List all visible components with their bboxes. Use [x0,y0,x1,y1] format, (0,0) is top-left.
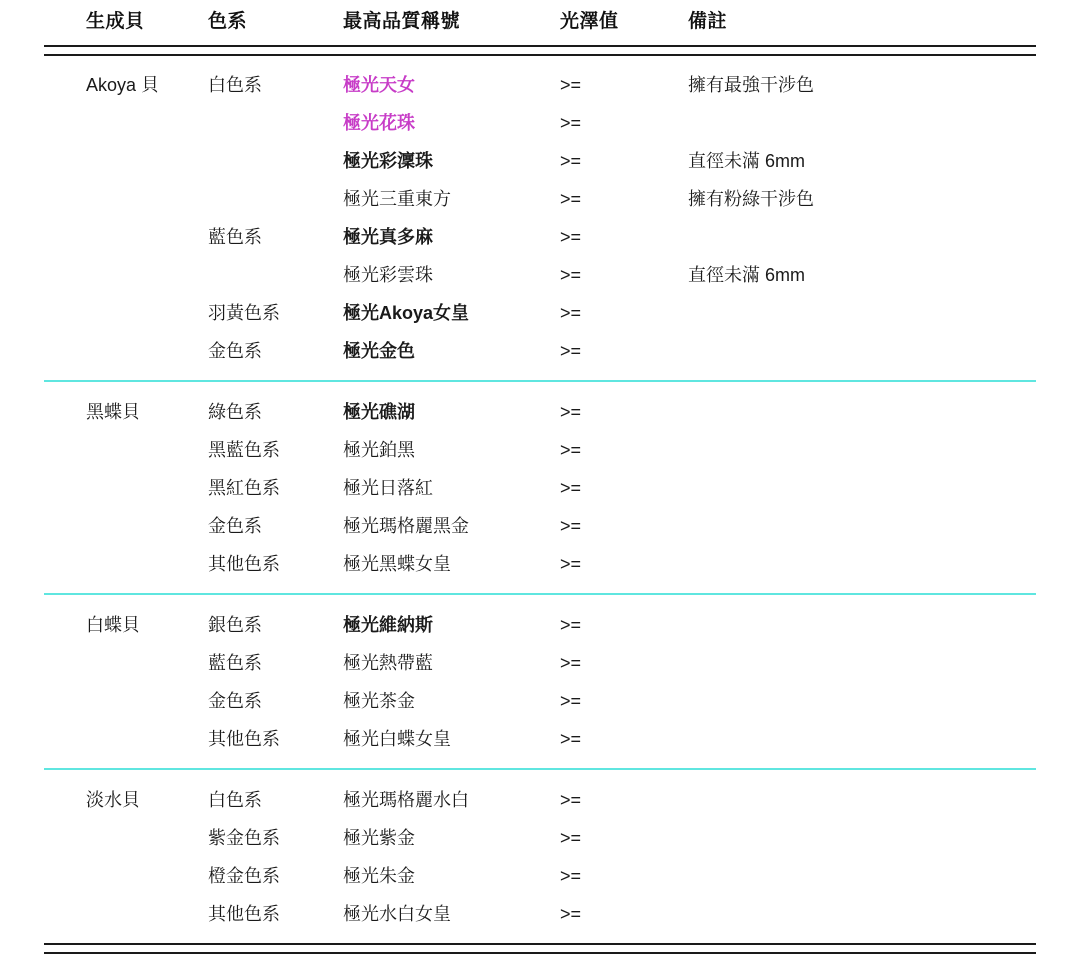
color-family-label: 黑藍色系 [208,440,280,460]
note-label [684,545,1036,565]
luster-value-label: >= [560,402,582,422]
shell-label: 白蝶貝 [86,615,140,635]
grade-name-label: 極光瑪格麗黑金 [343,516,469,536]
note-label: 擁有最強干涉色 [688,75,814,95]
grade-name-label: 極光水白女皇 [343,904,451,924]
cell-grade-name [339,431,554,469]
cell-shell [44,781,204,933]
note-label [684,720,1036,740]
column-header-color: 色系 [208,11,248,32]
row-spacer [44,583,1036,594]
cell-grade-name [339,142,554,180]
cell-grade-name [339,895,554,933]
cell-luster-value [554,256,684,294]
cell-grade-name [339,104,554,142]
note-label [684,606,1036,626]
cell-luster-value [554,507,684,545]
cell-luster-value [554,895,684,933]
luster-value-label: >= [560,516,582,536]
grade-name-label: 極光紫金 [343,828,415,848]
row-spacer [44,383,1036,393]
cell-luster-value [554,819,684,857]
color-family-label [204,104,339,124]
luster-value-label: >= [560,265,582,285]
cell-grade-name [339,180,554,218]
note-label [684,332,1036,352]
cell-color-family [204,606,339,644]
luster-value-label: >= [560,790,582,810]
grade-name-label: 極光礁湖 [343,402,415,422]
grade-name-label: 極光鉑黑 [343,440,415,460]
cell-grade-name [339,218,554,256]
cell-luster-value [554,180,684,218]
grade-name-label: 極光三重東方 [343,189,451,209]
cell-note [684,294,1036,332]
grade-name-label: 極光黑蝶女皇 [343,554,451,574]
grade-name-label: 極光天女 [343,75,415,95]
color-family-label: 藍色系 [208,227,262,247]
cell-color-family [204,895,339,933]
table-row [44,606,1036,644]
cell-color-family [204,294,339,332]
cell-luster-value [554,682,684,720]
color-family-label: 其他色系 [208,904,280,924]
cell-grade-name [339,819,554,857]
cell-luster-value [554,142,684,180]
note-label: 擁有粉綠干涉色 [688,189,814,209]
color-family-label [204,142,339,162]
cell-luster-value [554,431,684,469]
row-spacer [44,596,1036,606]
cell-luster-value [554,545,684,583]
grade-name-label: 極光白蝶女皇 [343,729,451,749]
luster-value-label: >= [560,75,582,95]
cell-note [684,332,1036,370]
color-family-label: 白色系 [208,75,262,95]
color-family-label: 其他色系 [208,554,280,574]
luster-value-label: >= [560,478,582,498]
cell-note [684,781,1036,819]
table-header [44,0,1036,46]
color-family-label: 白色系 [208,790,262,810]
color-family-label: 藍色系 [208,653,262,673]
cell-luster-value [554,294,684,332]
cell-color-family [204,644,339,682]
cell-grade-name [339,682,554,720]
luster-value-label: >= [560,151,582,171]
header-row [44,0,1036,46]
cell-grade-name [339,332,554,370]
note-label [684,218,1036,238]
color-family-label: 金色系 [208,341,262,361]
cell-luster-value [554,720,684,758]
cell-shell [44,66,204,370]
cell-shell [44,393,204,583]
column-header-shell: 生成貝 [86,11,145,32]
grade-name-label: 極光朱金 [343,866,415,886]
note-label [684,104,1036,124]
cell-grade-name [339,781,554,819]
cell-luster-value [554,606,684,644]
cell-color-family [204,819,339,857]
cell-shell [44,606,204,758]
row-spacer [44,370,1036,381]
luster-value-label: >= [560,113,582,133]
grade-name-label: 極光熱帶藍 [343,653,433,673]
cell-color-family [204,332,339,370]
cell-luster-value [554,66,684,104]
cell-note [684,682,1036,720]
cell-note [684,218,1036,256]
color-family-label: 紫金色系 [208,828,280,848]
cell-color-family [204,720,339,758]
grade-name-label: 極光Akoya女皇 [343,303,470,323]
shell-label: 黑蝶貝 [86,402,140,422]
cell-color-family [204,256,339,294]
cell-color-family [204,66,339,104]
color-family-label: 金色系 [208,691,262,711]
luster-value-label: >= [560,189,582,209]
cell-color-family [204,180,339,218]
table-row [44,393,1036,431]
cell-note [684,720,1036,758]
note-label [684,431,1036,451]
column-header-note: 備註 [688,11,728,32]
row-spacer [44,771,1036,781]
cell-grade-name [339,66,554,104]
grade-name-label: 極光金色 [343,341,415,361]
luster-value-label: >= [560,554,582,574]
cell-note [684,507,1036,545]
cell-luster-value [554,644,684,682]
note-label [684,781,1036,801]
luster-value-label: >= [560,691,582,711]
note-label [684,507,1036,527]
luster-value-label: >= [560,227,582,247]
color-family-label: 黑紅色系 [208,478,280,498]
cell-luster-value [554,469,684,507]
column-header-grade: 最高品質稱號 [343,11,461,32]
note-label [684,393,1036,413]
footer-double-rule [44,944,1036,953]
luster-value-label: >= [560,653,582,673]
cell-color-family [204,469,339,507]
note-label [684,644,1036,664]
grade-name-label: 極光彩雲珠 [343,265,433,285]
cell-luster-value [554,218,684,256]
note-label: 直徑未滿 6mm [688,265,805,285]
grade-name-label: 極光維納斯 [343,615,433,635]
color-family-label: 羽黃色系 [208,303,280,323]
cell-color-family [204,682,339,720]
cell-color-family [204,218,339,256]
table-body [44,46,1036,953]
cell-luster-value [554,104,684,142]
grade-name-label: 極光瑪格麗水白 [343,790,469,810]
luster-value-label: >= [560,729,582,749]
grade-name-label: 極光真多麻 [343,227,433,247]
cell-note [684,606,1036,644]
cell-color-family [204,104,339,142]
cell-grade-name [339,469,554,507]
shell-label: Akoya 貝 [86,75,160,95]
cell-color-family [204,142,339,180]
table-row [44,781,1036,819]
cell-grade-name [339,507,554,545]
cell-note [684,431,1036,469]
cell-note [684,180,1036,218]
luster-value-label: >= [560,866,582,886]
cell-grade-name [339,393,554,431]
row-spacer [44,55,1036,66]
cell-note [684,819,1036,857]
luster-value-label: >= [560,341,582,361]
cell-luster-value [554,857,684,895]
cell-note [684,142,1036,180]
grade-name-label: 極光茶金 [343,691,415,711]
note-label [684,294,1036,314]
cell-note [684,66,1036,104]
row-spacer [44,758,1036,769]
shell-label: 淡水貝 [86,790,140,810]
cell-color-family [204,393,339,431]
luster-value-label: >= [560,904,582,924]
cell-note [684,545,1036,583]
cell-note [684,644,1036,682]
cell-note [684,256,1036,294]
cell-grade-name [339,720,554,758]
luster-value-label: >= [560,828,582,848]
pearl-grade-table [44,0,1036,954]
grade-name-label: 極光日落紅 [343,478,433,498]
grade-name-label: 極光彩澟珠 [343,151,433,171]
row-spacer [44,933,1036,944]
luster-value-label: >= [560,440,582,460]
note-label [684,469,1036,489]
luster-value-label: >= [560,303,582,323]
cell-grade-name [339,857,554,895]
cell-luster-value [554,332,684,370]
cell-grade-name [339,294,554,332]
cell-grade-name [339,644,554,682]
cell-color-family [204,507,339,545]
header-double-rule [44,46,1036,55]
cell-grade-name [339,606,554,644]
column-header-luster: 光澤值 [560,11,619,32]
cell-color-family [204,781,339,819]
cell-note [684,857,1036,895]
note-label [684,895,1036,915]
cell-color-family [204,857,339,895]
grade-name-label: 極光花珠 [343,113,415,133]
note-label [684,857,1036,877]
color-family-label [204,256,339,276]
color-family-label: 橙金色系 [208,866,280,886]
cell-note [684,469,1036,507]
luster-value-label: >= [560,615,582,635]
cell-note [684,393,1036,431]
cell-color-family [204,431,339,469]
cell-color-family [204,545,339,583]
cell-grade-name [339,256,554,294]
color-family-label [204,180,339,200]
cell-note [684,895,1036,933]
cell-luster-value [554,781,684,819]
color-family-label: 綠色系 [208,402,262,422]
note-label [684,682,1036,702]
note-label: 直徑未滿 6mm [688,151,805,171]
color-family-label: 銀色系 [208,615,262,635]
note-label [684,819,1036,839]
color-family-label: 其他色系 [208,729,280,749]
table-row [44,66,1036,104]
cell-grade-name [339,545,554,583]
cell-luster-value [554,393,684,431]
cell-note [684,104,1036,142]
color-family-label: 金色系 [208,516,262,536]
